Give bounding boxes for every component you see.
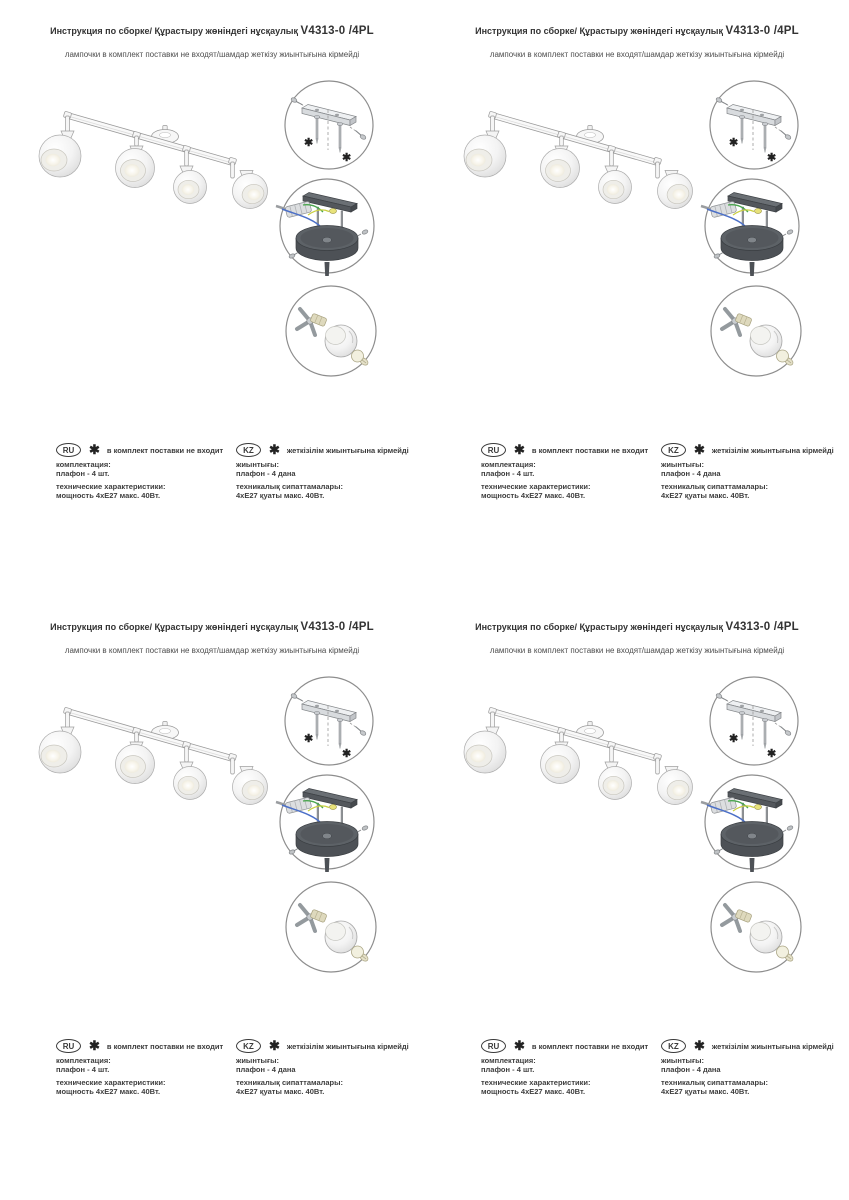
spec-line: плафон - 4 шт. xyxy=(481,469,535,478)
lamp-illustration xyxy=(464,111,693,208)
kz-badge: KZ xyxy=(661,443,686,457)
glass-globe xyxy=(464,135,506,177)
glass-globe xyxy=(325,921,357,953)
title-text: Инструкция по сборке/ Құрастыру жөніндегі нұсқаулық xyxy=(50,622,298,632)
model-number: V4313-0 /4PL xyxy=(725,621,799,633)
assembly-illustration xyxy=(425,80,849,392)
step-circle-bracket-mounting xyxy=(285,677,373,765)
title-text: Инструкция по сборке/ Құрастыру жөніндегі нұсқаулық xyxy=(475,26,723,36)
step-circle-globe-bulb xyxy=(286,286,376,376)
spec-line: жиынтығы: xyxy=(661,1056,704,1065)
ru-note-row xyxy=(481,443,648,457)
wire-connector xyxy=(755,805,762,810)
asterisk-icon: ✱ xyxy=(729,733,739,745)
spec-line: технические характеристики: xyxy=(56,1078,166,1087)
kz-spec-technical xyxy=(236,1078,343,1096)
asterisk-icon: ✱ xyxy=(767,152,777,164)
ru-spec-contents xyxy=(481,1056,536,1074)
assembly-illustration xyxy=(425,676,849,988)
step-circle-wiring-canopy xyxy=(701,775,799,872)
ceiling-canopy xyxy=(721,822,783,873)
spec-line: 4хЕ27 қуаты макс. 40Вт. xyxy=(236,1087,325,1096)
ru-spec-contents xyxy=(56,460,111,478)
spec-line: плафон - 4 дана xyxy=(236,469,296,478)
ru-badge: RU xyxy=(56,1039,81,1053)
spec-line: плафон - 4 дана xyxy=(661,469,721,478)
ru-spec-technical xyxy=(481,482,590,500)
spec-line: мощность 4хЕ27 макс. 40Вт. xyxy=(481,491,586,500)
glass-globe xyxy=(39,135,81,177)
kz-badge: KZ xyxy=(236,1039,261,1053)
wire-connector xyxy=(755,209,762,214)
instruction-card xyxy=(0,596,424,1196)
ru-note: в комплект поставки не входит xyxy=(531,445,649,455)
kz-spec-contents xyxy=(661,460,721,478)
model-number: V4313-0 /4PL xyxy=(300,25,374,37)
step-circle-bracket-mounting xyxy=(285,81,373,169)
step-circle-wiring-canopy xyxy=(276,775,374,872)
asterisk-icon: ✱ xyxy=(269,1038,280,1053)
spec-line: комплектация: xyxy=(481,460,536,469)
asterisk-icon: ✱ xyxy=(269,442,280,457)
ceiling-canopy xyxy=(296,822,358,873)
title-text: Инструкция по сборке/ Құрастыру жөніндегі нұсқаулық xyxy=(50,26,298,36)
asterisk-icon: ✱ xyxy=(514,1038,525,1053)
kz-badge: KZ xyxy=(661,1039,686,1053)
spec-line: техникалық сипаттамалары: xyxy=(236,1078,344,1087)
spec-line: технические характеристики: xyxy=(56,482,166,491)
glass-globe xyxy=(750,921,782,953)
glass-globe xyxy=(599,171,632,204)
title-text: Инструкция по сборке/ Құрастыру жөніндегі нұсқаулық xyxy=(475,622,723,632)
spec-line: техникалық сипаттамалары: xyxy=(236,482,344,491)
kz-badge: KZ xyxy=(236,443,261,457)
spec-line: плафон - 4 дана xyxy=(661,1065,721,1074)
spec-line: технические характеристики: xyxy=(481,482,591,491)
glass-globe xyxy=(116,149,155,188)
spec-line: техникалық сипаттамалары: xyxy=(661,482,769,491)
spec-line: мощность 4хЕ27 макс. 40Вт. xyxy=(56,1087,161,1096)
kz-spec-technical xyxy=(661,482,768,500)
spec-line: жиынтығы: xyxy=(661,460,704,469)
kz-note: жеткізілім жиынтығына кірмейді xyxy=(711,445,834,455)
spec-line: 4хЕ27 қуаты макс. 40Вт. xyxy=(661,1087,750,1096)
page-title xyxy=(425,25,849,37)
ru-spec-contents xyxy=(481,460,536,478)
kz-note: жеткізілім жиынтығына кірмейді xyxy=(286,445,409,455)
spec-line: жиынтығы: xyxy=(236,460,279,469)
spec-line: комплектация: xyxy=(56,1056,111,1065)
kz-note: жеткізілім жиынтығына кірмейді xyxy=(286,1041,409,1051)
lamp-illustration xyxy=(464,707,693,804)
spec-line: мощность 4хЕ27 макс. 40Вт. xyxy=(56,491,161,500)
kz-spec-contents xyxy=(236,1056,296,1074)
glass-globe xyxy=(599,767,632,800)
spec-line: технические характеристики: xyxy=(481,1078,591,1087)
step-circle-globe-bulb xyxy=(286,882,376,972)
kz-note-row xyxy=(661,1039,834,1053)
subtitle-note: лампочки в комплект поставки не входят/шамдар жеткізу жиынтығына кірмейді xyxy=(489,50,785,59)
ru-note: в комплект поставки не входит xyxy=(106,445,224,455)
step-circle-bracket-mounting xyxy=(710,81,798,169)
instruction-card xyxy=(425,596,849,1196)
subtitle-note: лампочки в комплект поставки не входят/шамдар жеткізу жиынтығына кірмейді xyxy=(64,646,360,655)
asterisk-icon: ✱ xyxy=(304,137,314,149)
ru-spec-technical xyxy=(56,482,165,500)
spec-line: плафон - 4 дана xyxy=(236,1065,296,1074)
spec-line: комплектация: xyxy=(56,460,111,469)
ru-note: в комплект поставки не входит xyxy=(106,1041,224,1051)
ru-spec-technical xyxy=(56,1078,165,1096)
glass-globe xyxy=(233,770,268,805)
glass-globe xyxy=(116,745,155,784)
spec-line: плафон - 4 шт. xyxy=(56,469,110,478)
asterisk-icon: ✱ xyxy=(89,1038,100,1053)
lamp-illustration xyxy=(39,111,268,208)
page-title xyxy=(0,25,424,37)
kz-note-row xyxy=(236,1039,409,1053)
instruction-card xyxy=(0,0,424,600)
wire-connector xyxy=(330,209,337,214)
spec-line: плафон - 4 шт. xyxy=(56,1065,110,1074)
spec-line: плафон - 4 шт. xyxy=(481,1065,535,1074)
spec-line: техникалық сипаттамалары: xyxy=(661,1078,769,1087)
ru-spec-contents xyxy=(56,1056,111,1074)
page-title xyxy=(0,621,424,633)
page-title xyxy=(425,621,849,633)
asterisk-icon: ✱ xyxy=(514,442,525,457)
glass-globe xyxy=(464,731,506,773)
step-circle-globe-bulb xyxy=(711,882,801,972)
ru-spec-technical xyxy=(481,1078,590,1096)
subtitle-note: лампочки в комплект поставки не входят/шамдар жеткізу жиынтығына кірмейді xyxy=(489,646,785,655)
ru-note-row xyxy=(56,443,223,457)
asterisk-icon: ✱ xyxy=(342,152,352,164)
assembly-illustration xyxy=(0,676,424,988)
glass-globe xyxy=(174,767,207,800)
asterisk-icon: ✱ xyxy=(729,137,739,149)
model-number: V4313-0 /4PL xyxy=(725,25,799,37)
assembly-illustration xyxy=(0,80,424,392)
ceiling-canopy xyxy=(296,226,358,277)
kz-note-row xyxy=(236,443,409,457)
glass-globe xyxy=(541,149,580,188)
kz-spec-technical xyxy=(661,1078,768,1096)
glass-globe xyxy=(325,325,357,357)
kz-note: жеткізілім жиынтығына кірмейді xyxy=(711,1041,834,1051)
kz-note-row xyxy=(661,443,834,457)
wire-connector xyxy=(330,805,337,810)
ceiling-canopy xyxy=(721,226,783,277)
lamp-illustration xyxy=(39,707,268,804)
subtitle-note: лампочки в комплект поставки не входят/шамдар жеткізу жиынтығына кірмейді xyxy=(64,50,360,59)
model-number: V4313-0 /4PL xyxy=(300,621,374,633)
asterisk-icon: ✱ xyxy=(694,1038,705,1053)
spec-line: мощность 4хЕ27 макс. 40Вт. xyxy=(481,1087,586,1096)
glass-globe xyxy=(750,325,782,357)
glass-globe xyxy=(39,731,81,773)
kz-spec-contents xyxy=(236,460,296,478)
ru-badge: RU xyxy=(481,443,506,457)
step-circle-bracket-mounting xyxy=(710,677,798,765)
asterisk-icon: ✱ xyxy=(89,442,100,457)
glass-globe xyxy=(233,174,268,209)
glass-globe xyxy=(658,770,693,805)
instruction-card xyxy=(425,0,849,600)
glass-globe xyxy=(658,174,693,209)
spec-line: комплектация: xyxy=(481,1056,536,1065)
asterisk-icon: ✱ xyxy=(694,442,705,457)
ru-note-row xyxy=(56,1039,223,1053)
asterisk-icon: ✱ xyxy=(342,748,352,760)
glass-globe xyxy=(541,745,580,784)
ru-badge: RU xyxy=(481,1039,506,1053)
asterisk-icon: ✱ xyxy=(304,733,314,745)
step-circle-wiring-canopy xyxy=(701,179,799,276)
ru-note-row xyxy=(481,1039,648,1053)
ru-note: в комплект поставки не входит xyxy=(531,1041,649,1051)
spec-line: 4хЕ27 қуаты макс. 40Вт. xyxy=(236,491,325,500)
kz-spec-contents xyxy=(661,1056,721,1074)
spec-line: 4хЕ27 қуаты макс. 40Вт. xyxy=(661,491,750,500)
asterisk-icon: ✱ xyxy=(767,748,777,760)
step-circle-globe-bulb xyxy=(711,286,801,376)
kz-spec-technical xyxy=(236,482,343,500)
ru-badge: RU xyxy=(56,443,81,457)
spec-line: жиынтығы: xyxy=(236,1056,279,1065)
step-circle-wiring-canopy xyxy=(276,179,374,276)
glass-globe xyxy=(174,171,207,204)
